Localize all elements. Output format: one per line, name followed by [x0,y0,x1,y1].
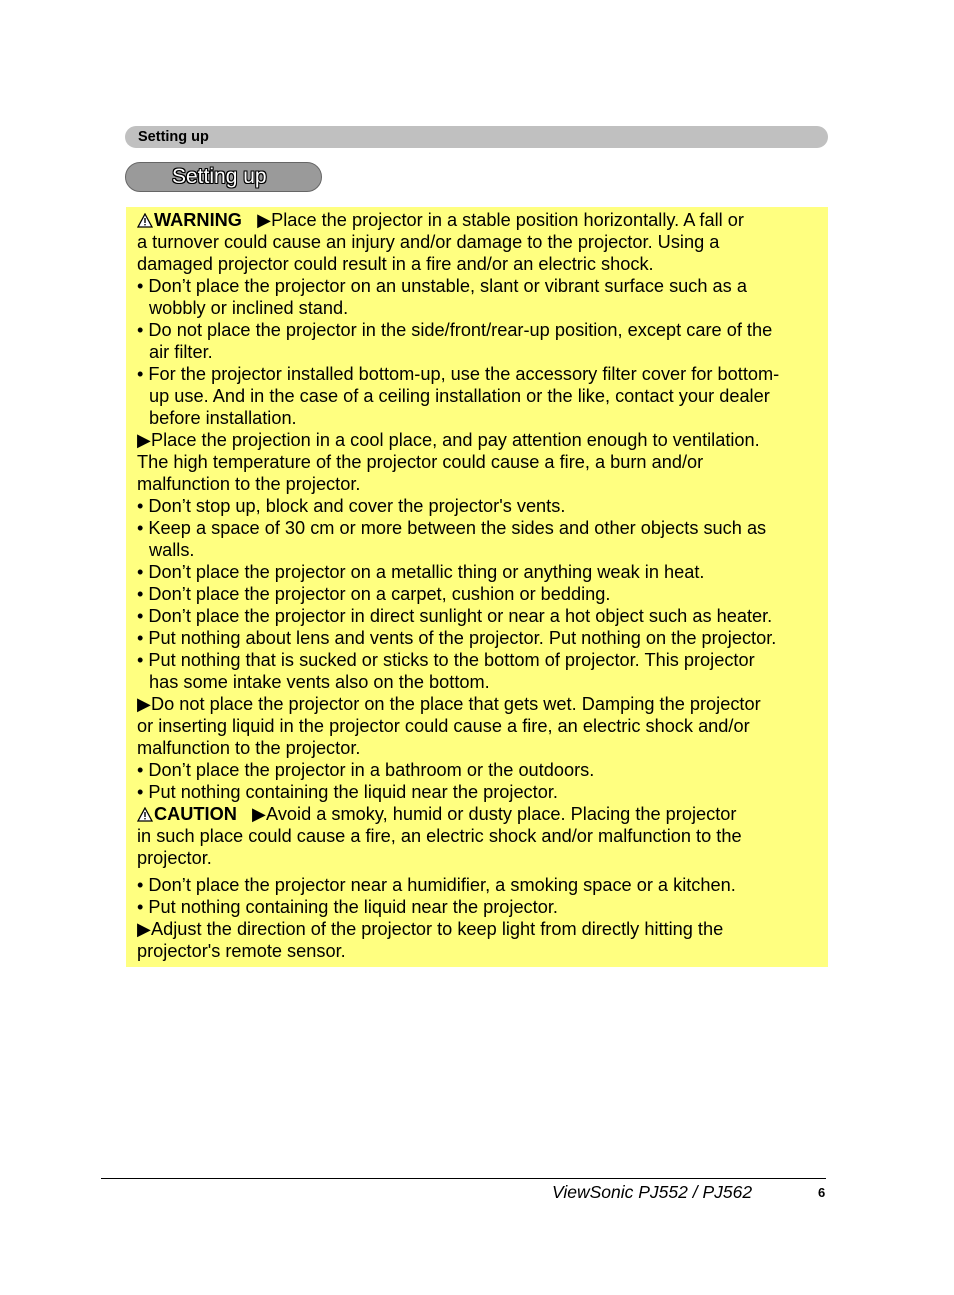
header-section-title: Setting up [138,129,209,145]
notice-line: damaged projector could result in a fire and/or an electric shock. [137,254,654,274]
caution-triangle-icon [137,807,153,822]
notice-line: • Put nothing that is sucked or sticks to the bottom of projector. This projector [137,650,755,670]
notice-line: • Put nothing containing the liquid near the projector. [137,782,558,802]
notice-line: ▶Place the projection in a cool place, and pay attention enough to ventilation. [137,430,760,450]
safety-notice-box [126,207,828,967]
notice-line: • Don’t place the projector on an unstable, slant or vibrant surface such as a [137,276,747,296]
warning-lead: Place the projector in a stable position horizontally. A fall or [271,210,744,230]
caution-line: in such place could cause a fire, an electric shock and/or malfunction to the [137,826,742,846]
notice-line: • Don’t place the projector on a carpet, cushion or bedding. [137,584,611,604]
notice-line: • Put nothing about lens and vents of the projector. Put nothing on the projector. [137,628,777,648]
page-number: 6 [818,1185,826,1200]
triangle-icon: ▶ [257,210,272,230]
notice-line: walls. [149,540,195,560]
caution-line: projector's remote sensor. [137,941,346,961]
caution-line: • Don’t place the projector near a humidifier, a smoking space or a kitchen. [137,875,736,895]
caution-label: CAUTION [154,804,237,824]
triangle-icon: ▶ [137,430,151,450]
notice-line: air filter. [149,342,213,362]
notice-line: The high temperature of the projector could cause a fire, a burn and/or [137,452,704,472]
caution-line: ▶Adjust the direction of the projector to keep light from directly hitting the [137,919,724,939]
triangle-icon: ▶ [252,804,267,824]
notice-line: • Don’t place the projector in direct sunlight or near a hot object such as heater. [137,606,773,626]
caution-line: projector. [137,848,212,868]
notice-line: or inserting liquid in the projector could cause a fire, an electric shock and/or [137,716,750,736]
caution-lead: Avoid a smoky, humid or dusty place. Placing the projector [266,804,737,824]
triangle-icon: ▶ [137,694,151,714]
notice-line: wobbly or inclined stand. [149,298,349,318]
triangle-icon: ▶ [137,919,151,939]
footer-rule [101,1178,826,1179]
caution-heading-line [137,803,828,825]
warning-triangle-icon [137,213,153,228]
notice-line: before installation. [149,408,297,428]
notice-line: malfunction to the projector. [137,474,361,494]
notice-line: • Don’t stop up, block and cover the projector's vents. [137,496,566,516]
warning-heading-line [137,209,828,231]
notice-line: up use. And in the case of a ceiling installation or the like, contact your dealer [149,386,770,406]
notice-line: • For the projector installed bottom-up, use the accessory filter cover for bottom- [137,364,780,384]
section-title: Setting up [172,165,267,188]
notice-line: • Do not place the projector in the side/front/rear-up position, except care of the [137,320,773,340]
notice-line: ▶Do not place the projector on the place that gets wet. Damping the projector [137,694,761,714]
notice-line: • Don’t place the projector on a metallic thing or anything weak in heat. [137,562,705,582]
header-bar [125,126,828,148]
footer-product: ViewSonic PJ552 / PJ562 [552,1182,753,1202]
notice-line: has some intake vents also on the bottom. [149,672,490,692]
notice-line: a turnover could cause an injury and/or damage to the projector. Using a [137,232,720,252]
section-title-pill [125,162,322,192]
warning-label: WARNING [154,210,242,230]
notice-line: • Don’t place the projector in a bathroom or the outdoors. [137,760,595,780]
caution-line: • Put nothing containing the liquid near the projector. [137,897,558,917]
notice-line: • Keep a space of 30 cm or more between the sides and other objects such as [137,518,767,538]
notice-line: malfunction to the projector. [137,738,361,758]
